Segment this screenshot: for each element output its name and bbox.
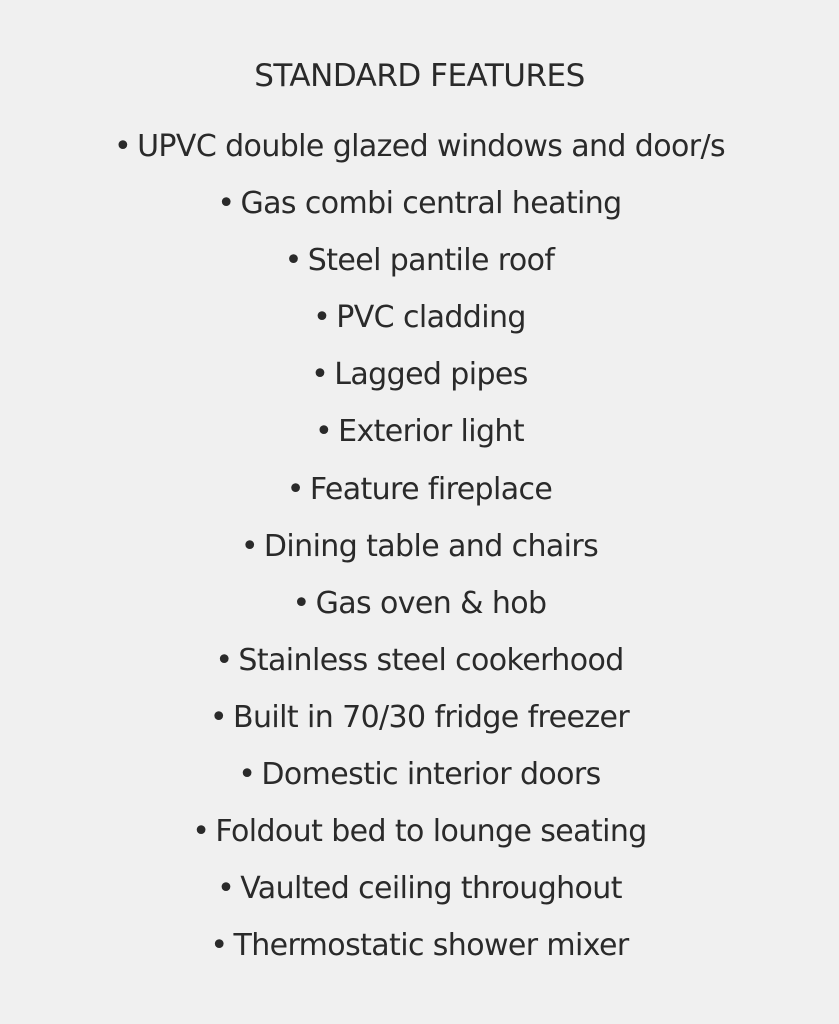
bullet-icon: • — [217, 871, 235, 907]
feature-label: Gas combi central heating — [240, 186, 622, 222]
bullet-icon: • — [314, 414, 333, 450]
feature-label: PVC cladding — [336, 300, 526, 336]
feature-item — [0, 632, 839, 689]
feature-label: Exterior light — [338, 414, 525, 450]
feature-item — [0, 461, 839, 518]
feature-label: Feature fireplace — [309, 471, 553, 507]
feature-item — [0, 575, 839, 632]
bullet-icon: • — [209, 699, 228, 735]
feature-label: Stainless steel cookerhood — [238, 642, 624, 678]
feature-item — [0, 803, 839, 860]
bullet-icon: • — [313, 300, 331, 336]
feature-label: Vaulted ceiling throughout — [240, 871, 622, 907]
feature-item — [0, 689, 839, 746]
bullet-icon: • — [113, 129, 132, 164]
feature-item — [0, 917, 839, 974]
bullet-icon: • — [286, 471, 304, 507]
feature-item — [0, 118, 839, 175]
bullet-icon: • — [238, 757, 256, 793]
feature-label: Domestic interior doors — [261, 757, 601, 793]
bullet-icon: • — [240, 528, 258, 564]
bullet-icon: • — [284, 243, 302, 279]
feature-label: UPVC double glazed windows and door/s — [137, 129, 726, 164]
feature-item — [0, 175, 839, 232]
feature-item — [0, 403, 839, 460]
page-title: STANDARD FEATURES — [254, 58, 585, 94]
feature-item — [0, 860, 839, 917]
feature-item — [0, 518, 839, 575]
features-list — [0, 118, 839, 974]
bullet-icon: • — [192, 814, 210, 850]
feature-label: Foldout bed to lounge seating — [215, 814, 647, 850]
feature-item — [0, 746, 839, 803]
feature-label: Thermostatic shower mixer — [233, 928, 629, 964]
feature-label: Gas oven & hob — [315, 585, 547, 621]
bullet-icon: • — [292, 585, 310, 621]
feature-label: Steel pantile roof — [307, 243, 555, 279]
feature-label: Dining table and chairs — [263, 528, 599, 564]
feature-label: Lagged pipes — [334, 357, 528, 393]
bullet-icon: • — [215, 642, 233, 678]
feature-label: Built in 70/30 fridge freezer — [233, 699, 630, 735]
bullet-icon: • — [311, 357, 329, 393]
bullet-icon: • — [210, 928, 228, 964]
feature-item — [0, 346, 839, 403]
feature-item — [0, 232, 839, 289]
bullet-icon: • — [217, 186, 235, 222]
feature-item — [0, 289, 839, 346]
